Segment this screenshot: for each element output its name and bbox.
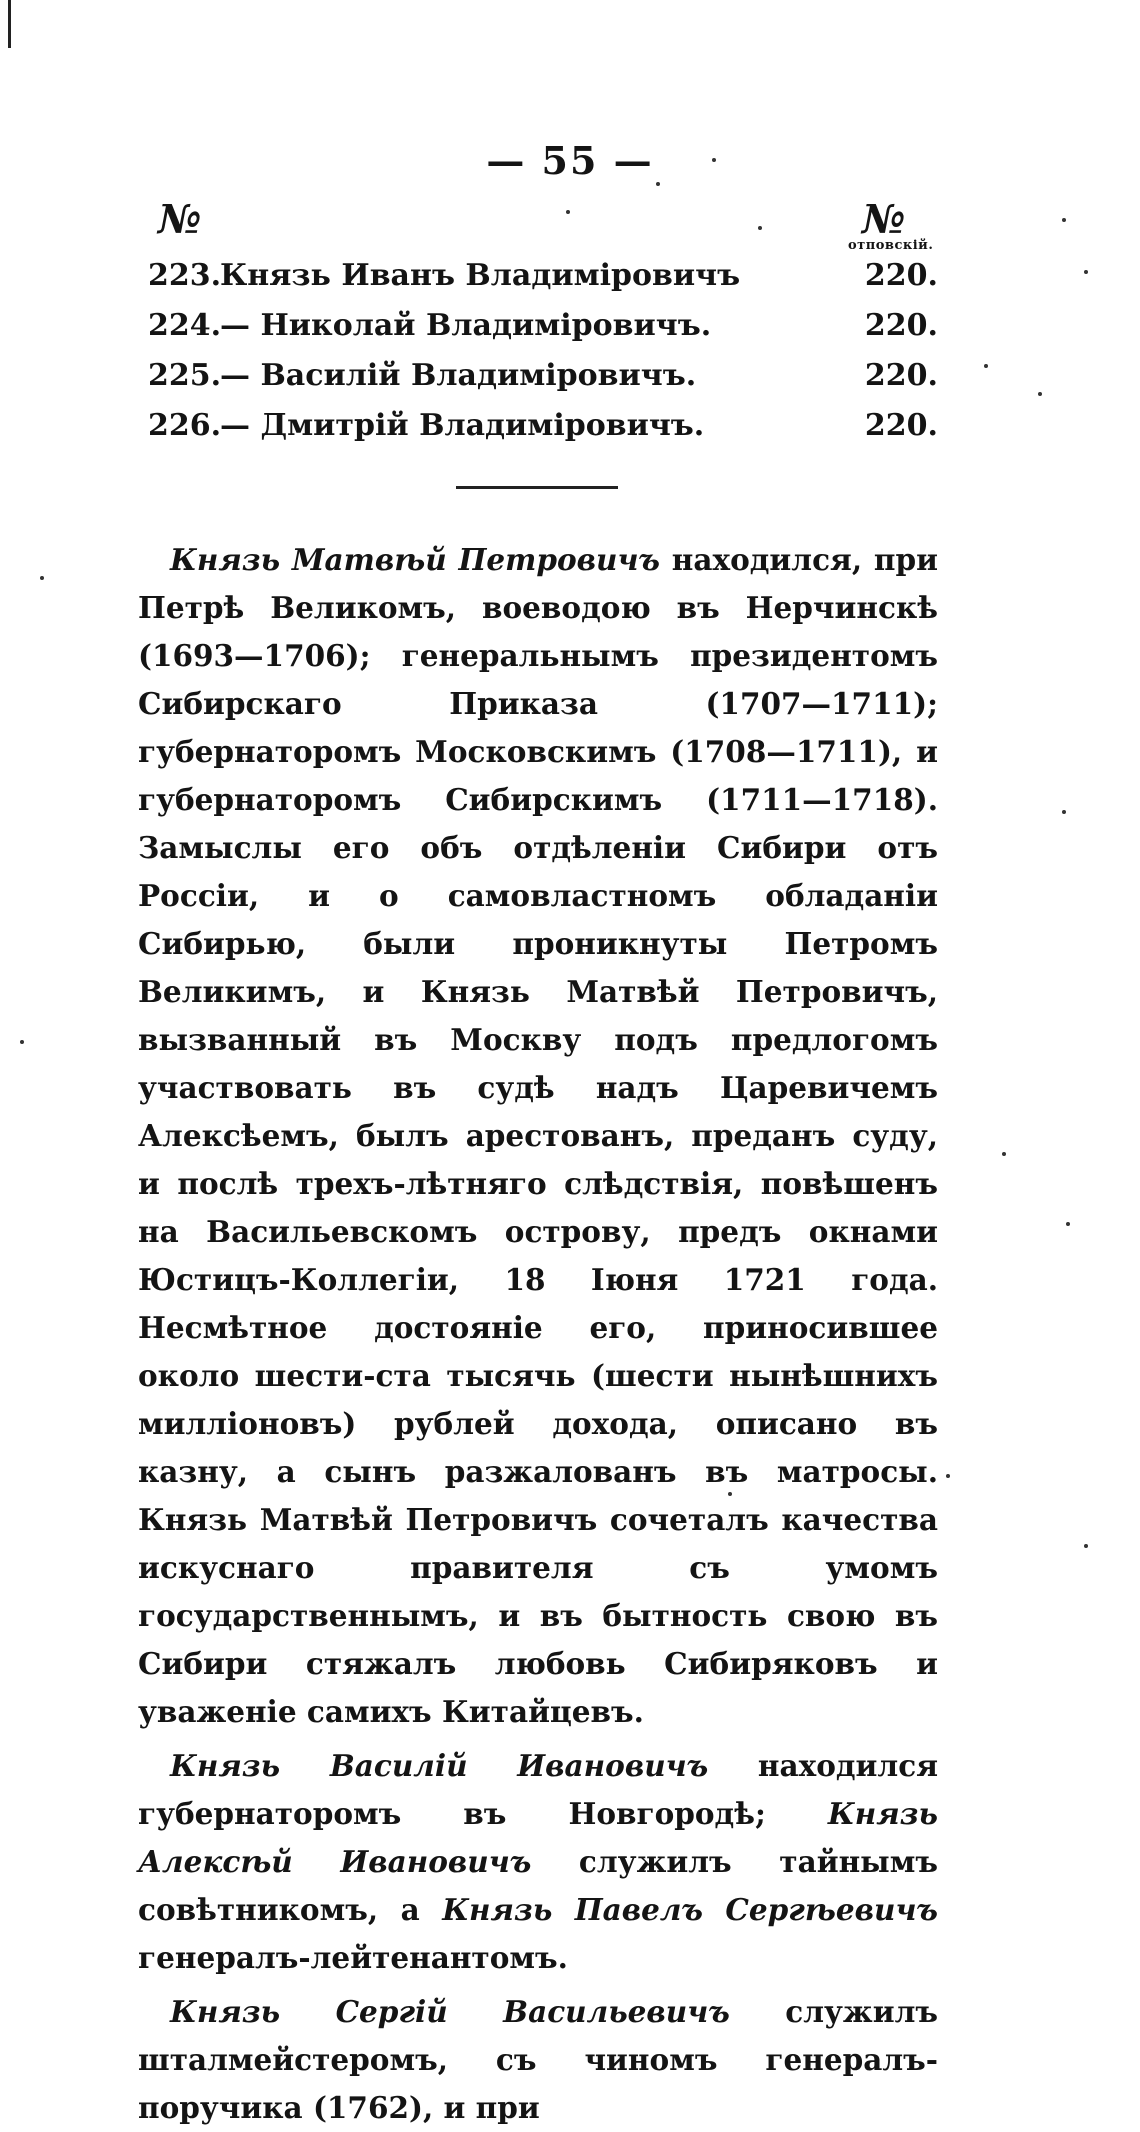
reference-column-subheader: отповскій. [848, 238, 934, 253]
entry-name: Князь Иванъ Владиміровичъ [220, 258, 741, 293]
page-number: — 55 — [486, 138, 654, 183]
print-speck [1084, 270, 1088, 274]
print-speck [1084, 1544, 1088, 1548]
paragraph-text: находился, при Петрѣ Великомъ, воеводою въ Нерчинскѣ (1693—1706); генеральнымъ президентомъ Сибирскаго Приказа (1707—1711); губернаторомъ Московскимъ (1708—1711), и губернаторомъ Сибирскимъ (1711—1718). Замыслы его объ отдѣленіи Сибири отъ Россіи, и о самовластномъ обладаніи Сибирью, были проникнуты Петромъ Великимъ, и Князь Матвѣй Петровичъ, вызванный въ Москву подъ предлогомъ участвовать въ судѣ надъ Царевичемъ Алексѣемъ, былъ арестованъ, преданъ суду, и послѣ трехъ-лѣтняго слѣдствія, повѣшенъ на Васильевскомъ острову, предъ окнами Юстицъ-Коллегіи, 18 Іюня 1721 года. Несмѣтное достояніе его, приносившее около шести-ста тысячь (шести нынѣшнихъ милліоновъ) рублей дохода, описано въ казну, а сынъ разжалованъ въ матросы. Князь Матвѣй Петровичъ сочеталъ качества искуснаго правителя съ умомъ государственнымъ, и въ бытность свою въ Сибири стяжалъ любовь Сибиряковъ и уваженіе самихъ Китайцевъ. [138, 542, 939, 1729]
genealogy-index-table [148, 258, 938, 458]
entry-number: 226. [148, 408, 222, 443]
entry-name: — Дмитрій Владиміровичъ. [220, 408, 705, 443]
father-reference: 220. [864, 308, 938, 343]
print-speck [1002, 1152, 1006, 1156]
index-row [148, 408, 938, 458]
paragraph-text: служилъ тайнымъ совѣтникомъ, а [138, 1844, 938, 1927]
person-name: Князь Сергій Васильевичъ [170, 1994, 730, 2029]
body-text [138, 536, 938, 2132]
entry-number: 225. [148, 358, 222, 393]
entry-name: — Василій Владиміровичъ. [220, 358, 697, 393]
print-speck [20, 1040, 24, 1044]
paragraph-text: служилъ шталмейстеромъ, съ чиномъ генералъ-поручика (1762), и при [138, 1994, 938, 2125]
entry-number: 224. [148, 308, 222, 343]
print-speck [1038, 392, 1042, 396]
page-edge-line [8, 0, 11, 48]
paragraph-text: генералъ-лейтенантомъ. [138, 1940, 568, 1975]
print-speck [946, 1474, 950, 1478]
print-speck [1062, 218, 1066, 222]
print-speck [1066, 1222, 1070, 1226]
entry-name: — Николай Владиміровичъ. [220, 308, 712, 343]
print-speck [40, 576, 44, 580]
index-row [148, 358, 938, 408]
index-row [148, 308, 938, 358]
index-row [148, 258, 938, 308]
print-speck [758, 226, 762, 230]
reference-column-header: № [862, 196, 906, 243]
paragraph-sergiy [138, 1988, 938, 2132]
print-speck [1062, 810, 1066, 814]
person-name: Князь Павелъ Сергѣевичъ [442, 1892, 938, 1927]
father-reference: 220. [864, 408, 938, 443]
father-reference: 220. [864, 358, 938, 393]
person-name: Князь Василій Ивановичъ [170, 1748, 709, 1783]
paragraph-matvey [138, 536, 938, 1736]
number-column-header: № [158, 196, 202, 243]
print-speck [566, 210, 570, 214]
paragraph-text: находился губернаторомъ въ Новгородѣ; [138, 1748, 938, 1831]
entry-number: 223. [148, 258, 222, 293]
person-name: Князь Алексѣй Ивановичъ [138, 1796, 938, 1879]
paragraph-vasily-aleksey-pavel [138, 1742, 938, 1982]
person-name: Князь Матвѣй Петровичъ [170, 542, 660, 577]
father-reference: 220. [864, 258, 938, 293]
section-divider [456, 486, 618, 489]
print-speck [984, 364, 988, 368]
